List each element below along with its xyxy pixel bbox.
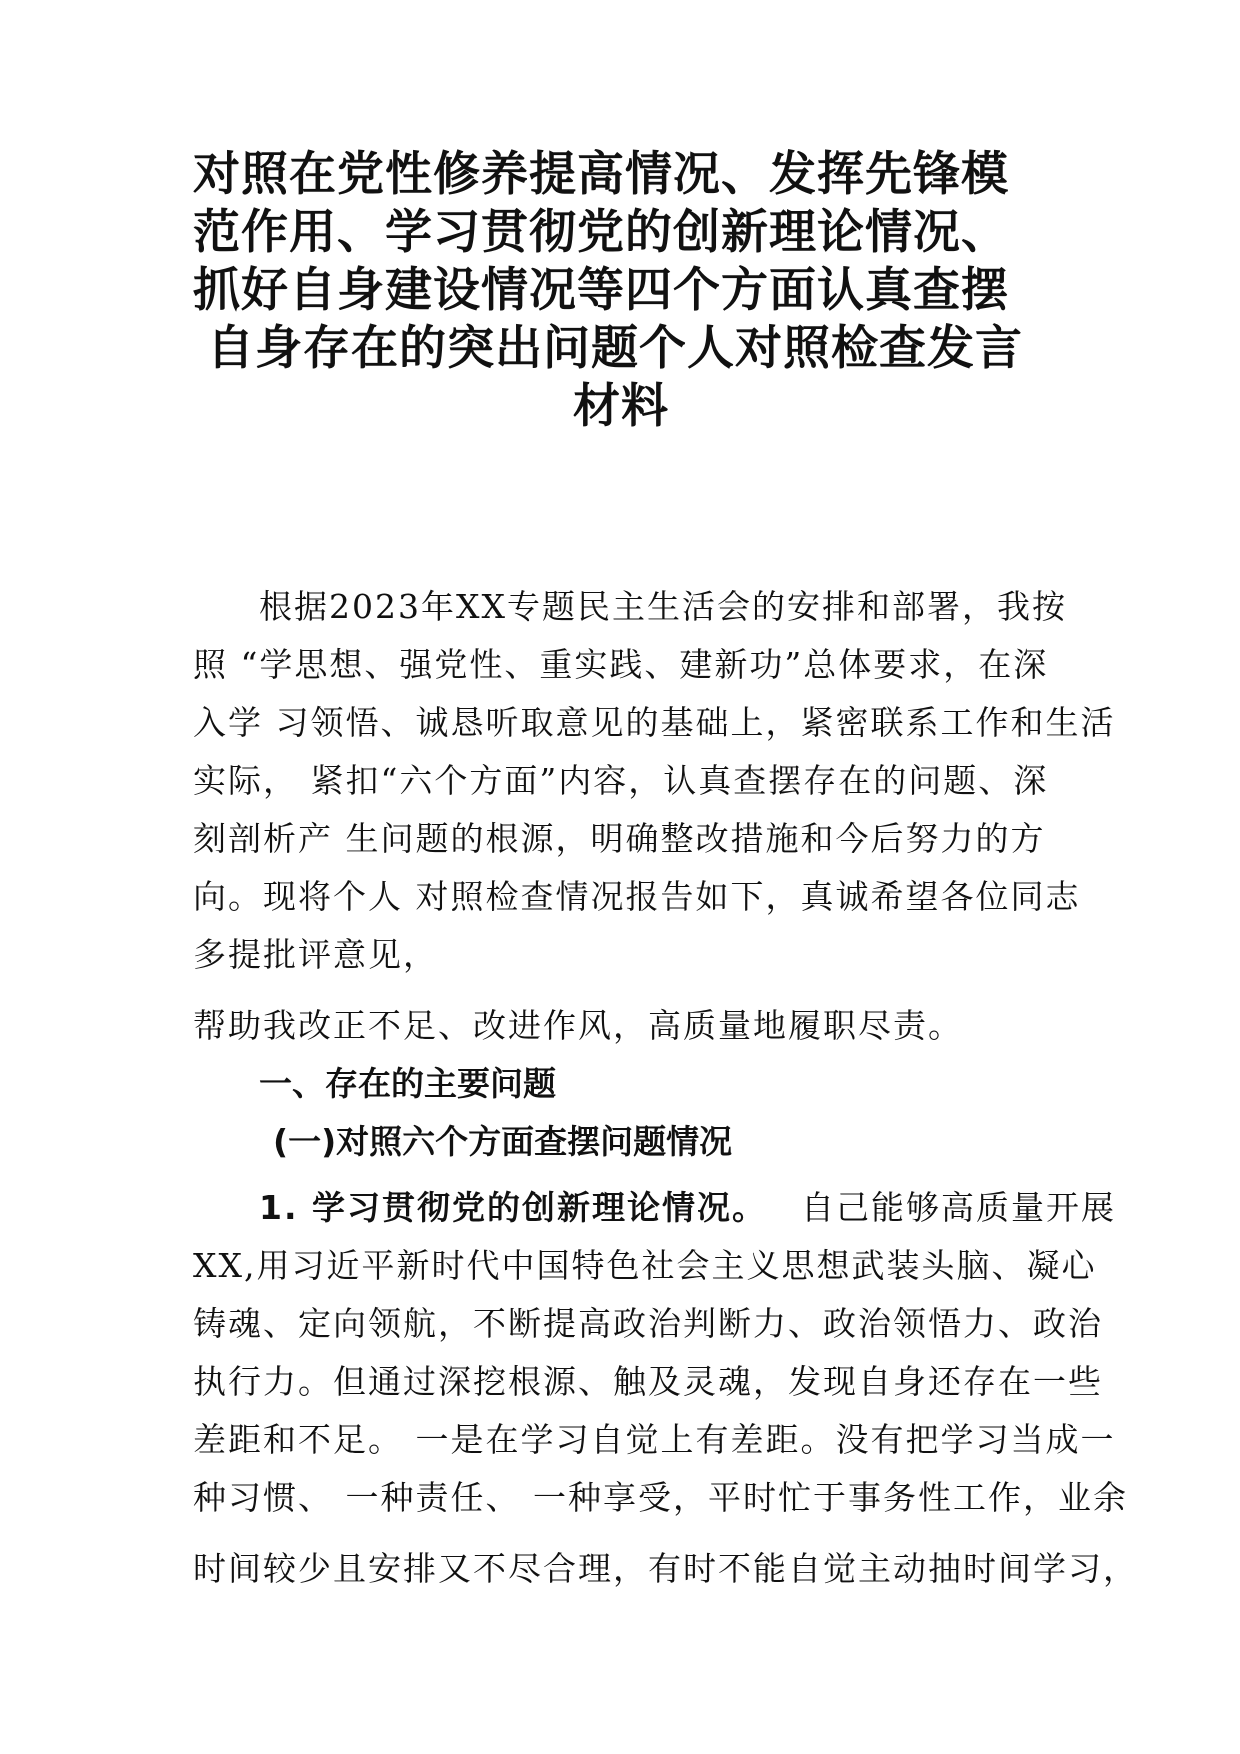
intro-line-2: 照 “学思想、强党性、重实践、建新功”总体要求，在深 (193, 645, 1049, 684)
intro-line-6: 向。现将个人 对照检查情况报告如下，真诚希望各位同志 (193, 877, 1081, 916)
item1-line-7: 时间较少且安排又不尽合理，有时不能自觉主动抽时间学习， (193, 1549, 1138, 1588)
title-line-3: 抓好自身建设情况等四个方面认真查摆 (193, 263, 1009, 318)
intro-line-7: 多提批评意见， (193, 935, 438, 974)
title-line-5: 材料 (573, 379, 669, 434)
intro-continuation: 帮助我改正不足、改进作风，高质量地履职尽责。 (193, 1006, 963, 1045)
item1-line-2: XX,用习近平新时代中国特色社会主义思想武装头脑、凝心 (193, 1246, 1097, 1285)
intro-line-3: 入学 习领悟、诚恳听取意见的基础上，紧密联系工作和生活 (193, 703, 1116, 742)
title-line-1: 对照在党性修养提高情况、发挥先锋模 (193, 147, 1009, 202)
intro-line-5: 刻剖析产 生问题的根源，明确整改措施和今后努力的方 (193, 819, 1046, 858)
item1-first-line-rest: 自己能够高质量开展 (801, 1188, 1116, 1227)
item1-line-5: 差距和不足。 一是在学习自觉上有差距。没有把学习当成一 (193, 1420, 1116, 1459)
section-heading: 一、存在的主要问题 (259, 1064, 556, 1103)
item1-first-line (259, 1186, 1116, 1230)
item1-line-3: 铸魂、定向领航，不断提高政治判断力、政治领悟力、政治 (193, 1304, 1103, 1343)
title-line-4: 自身存在的突出问题个人对照检查发言 (207, 321, 1023, 376)
item1-lead: 1. 学习贯彻党的创新理论情况。 (259, 1188, 767, 1227)
item1-line-6: 种习惯、 一种责任、 一种享受，平时忙于事务性工作，业余 (193, 1478, 1128, 1517)
intro-line-1: 根据2023年XX专题民主生活会的安排和部署，我按 (259, 587, 1067, 626)
item1-line-4: 执行力。但通过深挖根源、触及灵魂，发现自身还存在一些 (193, 1362, 1103, 1401)
subsection-heading: (一)对照六个方面查摆问题情况 (273, 1122, 733, 1161)
intro-line-4: 实际， 紧扣“六个方面”内容，认真查摆存在的问题、深 (193, 761, 1049, 800)
title-line-2: 范作用、学习贯彻党的创新理论情况、 (193, 205, 1009, 260)
